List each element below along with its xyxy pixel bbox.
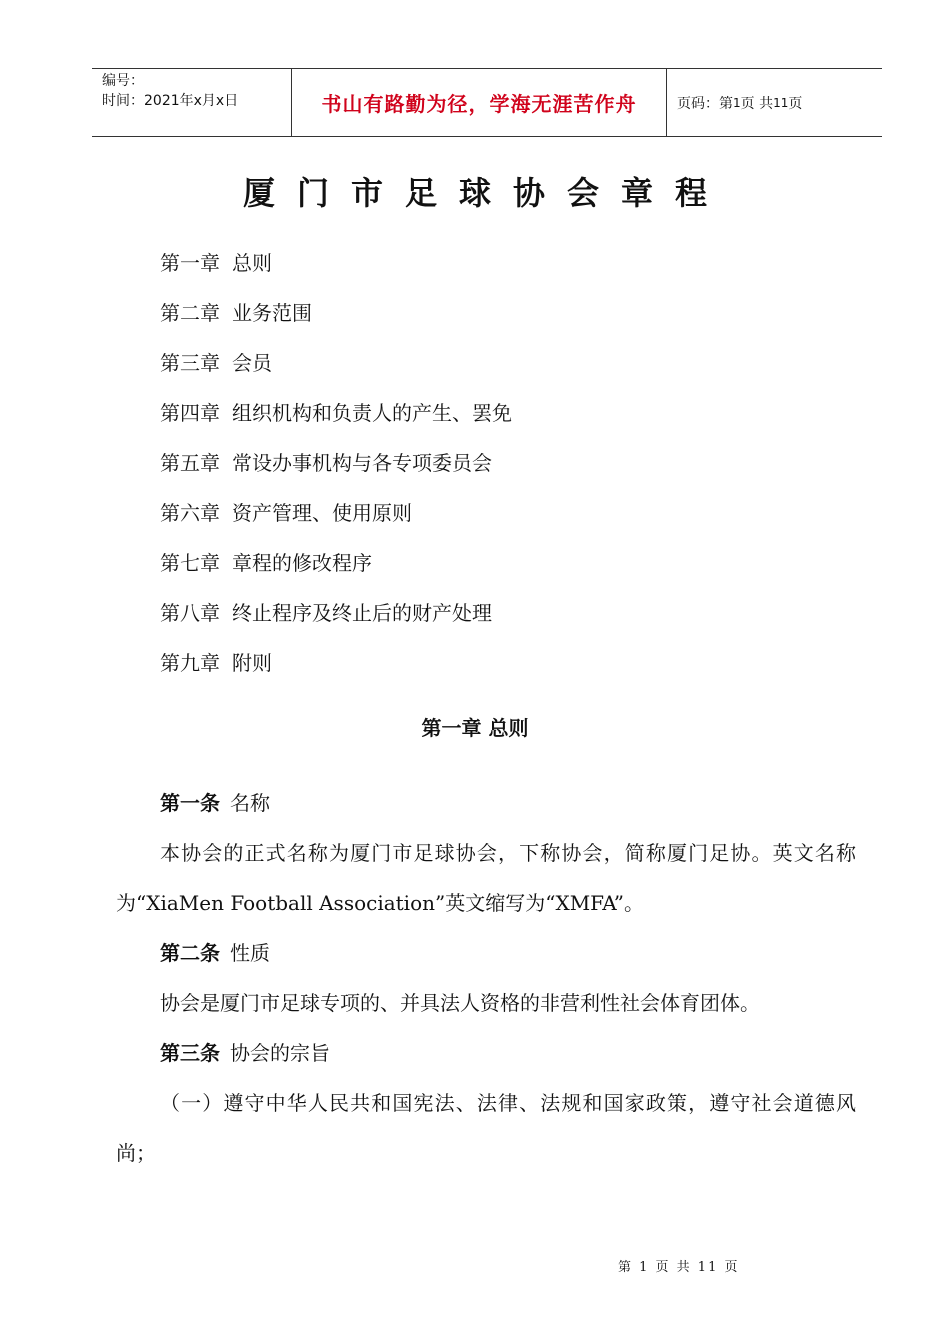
toc-chapter-number: 第一章 (160, 251, 220, 275)
article-paragraph: 本协会的正式名称为厦门市足球协会，下称协会，简称厦门足协。英文名称为“XiaMen Football Association”英文缩写为“XMFA”。 (116, 841, 856, 915)
toc-chapter-number: 第六章 (160, 501, 220, 525)
page-suffix: 页 (788, 95, 803, 112)
header-motto: 书山有路勤为径，学海无涯苦作舟 (292, 69, 667, 136)
article-heading (116, 778, 856, 828)
toc-chapter-title: 业务范围 (232, 301, 312, 325)
toc-chapter-title: 章程的修改程序 (232, 551, 372, 575)
toc-chapter-title: 常设办事机构与各专项委员会 (232, 451, 492, 475)
toc-chapter-number: 第四章 (160, 401, 220, 425)
page-header (92, 68, 882, 137)
toc-chapter-number: 第七章 (160, 551, 220, 575)
toc-chapter-title: 终止程序及终止后的财产处理 (232, 601, 492, 625)
toc-item (160, 638, 512, 688)
time-label: 时间：2021年x月x日 (102, 93, 239, 109)
toc-item (160, 488, 512, 538)
toc-chapter-number: 第三章 (160, 351, 220, 375)
toc-chapter-title: 组织机构和负责人的产生、罢免 (232, 401, 512, 425)
article-heading (116, 1028, 856, 1078)
toc-chapter-number: 第九章 (160, 651, 220, 675)
page-total: 11 (773, 95, 789, 110)
article-title: 性质 (230, 941, 270, 965)
page-number: 1 (733, 95, 741, 110)
page-prefix: 页码：第 (677, 95, 733, 112)
toc-item (160, 588, 512, 638)
toc-item (160, 238, 512, 288)
article-paragraph: （一）遵守中华人民共和国宪法、法律、法规和国家政策，遵守社会道德风尚； (116, 1091, 856, 1165)
document-title: 厦门市足球协会章程 (242, 174, 729, 212)
article-label: 第二条 (160, 941, 220, 965)
header-meta (92, 69, 292, 136)
header-page-info (667, 69, 882, 136)
serial-label: 编号： (102, 73, 144, 89)
chapter-heading: 第一章 总则 (421, 716, 529, 740)
toc-item (160, 438, 512, 488)
toc-chapter-number: 第五章 (160, 451, 220, 475)
article-label: 第三条 (160, 1041, 220, 1065)
toc-item (160, 538, 512, 588)
toc-chapter-number: 第八章 (160, 601, 220, 625)
toc-item (160, 288, 512, 338)
article-title: 协会的宗旨 (230, 1041, 330, 1065)
toc-chapter-title: 资产管理、使用原则 (232, 501, 412, 525)
article-label: 第一条 (160, 791, 220, 815)
toc-chapter-title: 附则 (232, 651, 272, 675)
page-footer: 第 1 页 共 11 页 (618, 1260, 740, 1275)
table-of-contents (160, 238, 512, 688)
toc-chapter-title: 会员 (232, 351, 272, 375)
article-paragraph: 协会是厦门市足球专项的、并具法人资格的非营利性社会体育团体。 (160, 991, 760, 1015)
article-heading (116, 928, 856, 978)
document-body (116, 778, 856, 1178)
toc-item (160, 388, 512, 438)
article-title: 名称 (230, 791, 270, 815)
page-mid: 页 共 (740, 95, 774, 112)
toc-chapter-title: 总则 (232, 251, 272, 275)
toc-item (160, 338, 512, 388)
toc-chapter-number: 第二章 (160, 301, 220, 325)
